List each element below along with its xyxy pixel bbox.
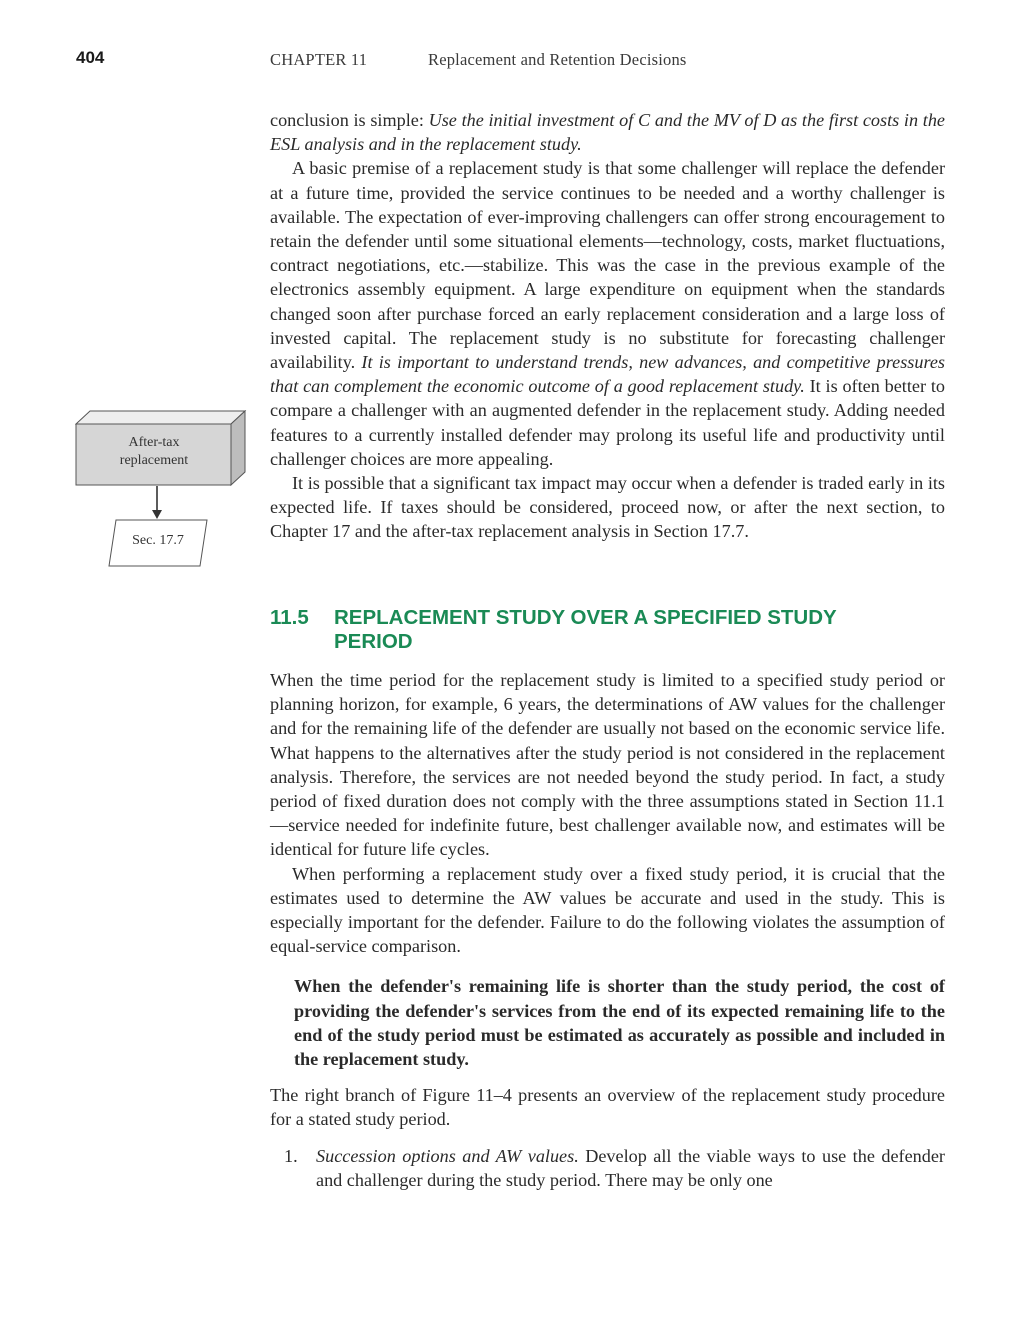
paragraph-text: It is often better to compare a challenger with an augmented defender in the replacement study. Adding needed features to a currently installed defender may prolong its useful life and productivity until challenger choices are more appealing.: [270, 376, 945, 469]
paragraph-fixed-period: When performing a replacement study over a fixed study period, it is crucial that the estimates used to determine the AW values be accurate and used in the study. This is especially important for the defender. Failure to do the following violates the assumption of equal-service comparison.: [270, 863, 945, 957]
body-text-top: [270, 108, 945, 544]
paragraph-study-period: When the time period for the replacement study is limited to a specified study period or planning horizon, for example, 6 years, the determinations of AW values for the challenger and for the remaining life of the defender are usually not based on the economic service life. What happens to the alternatives after the study period is not considered in the replacement analysis. Therefore, the services are not needed beyond the study period. In fact, a study period of fixed duration does not comply with the three assumptions stated in Section 11.1—service needed for indefinite future, best challenger available now, and estimates will be identical for future life cycles.: [270, 670, 945, 860]
margin-note-line: replacement: [119, 453, 189, 468]
margin-note-line: After-tax: [128, 435, 180, 450]
margin-note-label: [75, 434, 233, 470]
italic-emphasis: Use the initial investment of C and the MV of D as the first costs in the ESL analysis and in the replacement study.: [270, 110, 946, 155]
page-number: 404: [76, 48, 105, 67]
callout-rule: When the defender's remaining life is shorter than the study period, the cost of providing the defender's services from the end of its expected remaining life to the end of the study period must be estimated as accurately as possible and included in the replacement study.: [294, 976, 945, 1070]
margin-note-box: [75, 410, 245, 486]
chapter-title: Replacement and Retention Decisions: [428, 50, 687, 69]
body-text-section: [270, 668, 945, 1192]
list-item-text: Develop all the viable ways to use the defender and challenger during the study period. There may be only one: [316, 1145, 945, 1190]
section-reference-box: [108, 519, 208, 567]
paragraph-text: conclusion is simple:: [270, 110, 429, 130]
section-number: 11.5: [270, 606, 309, 629]
section-title: REPLACEMENT STUDY OVER A SPECIFIED STUDY PERIOD: [334, 606, 837, 653]
list-item: [270, 1144, 945, 1192]
list-item-title: Succession options and AW values.: [316, 1145, 579, 1166]
paragraph-text: A basic premise of a replacement study is that some challenger will replace the defender at a future time, provided the service continues to be needed and a worthy challenger is available. The expectation of ever-improving challengers can offer strong encouragement to retain the defender until some situational elements—technology, costs, market fluctuations, contract negotiations, etc.—stabilize. This was the case in the previous example of the electronics assembly equipment. A large expenditure on equipment when the standards changed soon after purchase forced an early replacement consideration and a large loss of invested capital. The replacement study is no substitute for forecasting challenger availability.: [270, 158, 945, 373]
margin-arrow: [150, 486, 164, 520]
italic-emphasis: It is important to understand trends, new advances, and competitive pressures that can complement the economic outcome of a good replacement study.: [270, 352, 946, 397]
paragraph-tax-impact: It is possible that a significant tax impact may occur when a defender is traded early in its expected life. If taxes should be considered, proceed now, or after the next section, to Chapter 17 and the after-tax replacement analysis in Section 17.7.: [270, 473, 945, 542]
paragraph-premise: [270, 156, 945, 471]
paragraph-conclusion: [270, 108, 945, 156]
section-reference-label: Sec. 17.7: [132, 533, 184, 548]
list-number: 1.: [284, 1145, 298, 1166]
paragraph-figure-ref: The right branch of Figure 11–4 presents an overview of the replacement study procedure for a stated study period.: [270, 1085, 945, 1130]
running-header: [270, 50, 687, 70]
chapter-label: CHAPTER 11: [270, 50, 368, 69]
